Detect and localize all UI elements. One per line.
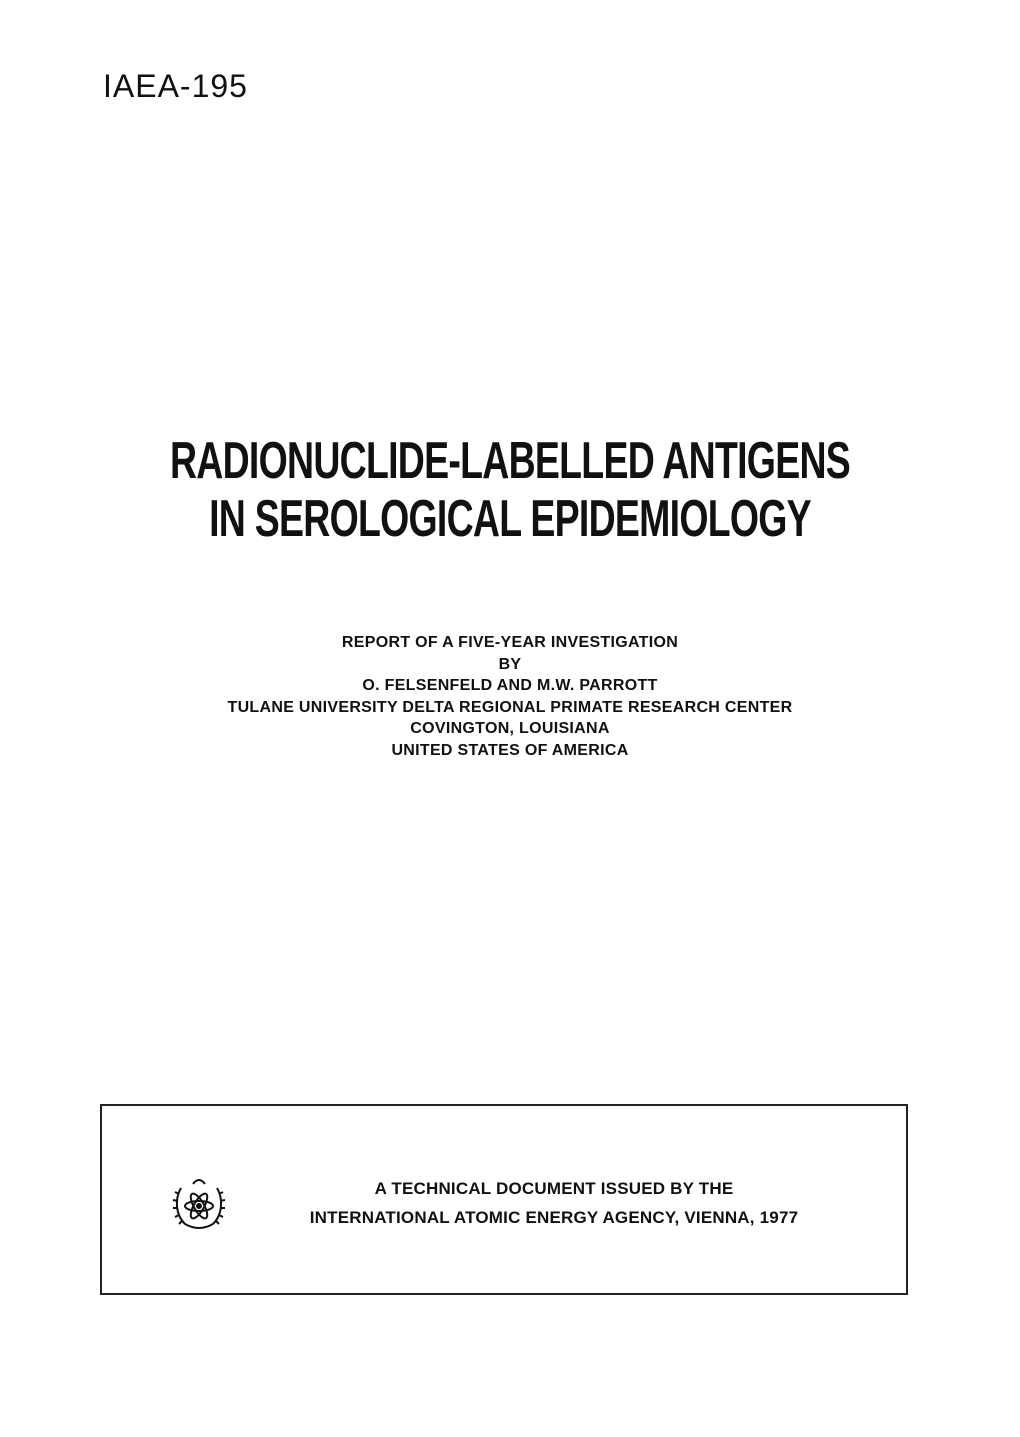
un-emblem-icon	[171, 1174, 227, 1234]
title-line-2: IN SEROLOGICAL EPIDEMIOLOGY	[209, 490, 811, 548]
subtitle-line-2: BY	[498, 655, 522, 673]
issuer-statement	[222, 1174, 886, 1232]
document-title	[0, 432, 1020, 548]
issuer-box	[100, 1104, 908, 1295]
issuer-line-1: A TECHNICAL DOCUMENT ISSUED BY THE	[374, 1179, 734, 1198]
subtitle-authors: O. FELSENFELD AND M.W. PARROTT	[362, 677, 658, 694]
issuer-line-2: INTERNATIONAL ATOMIC ENERGY AGENCY, VIENNA, 1977	[309, 1208, 799, 1227]
title-line-1: RADIONUCLIDE-LABELLED ANTIGENS	[169, 432, 851, 490]
report-subtitle	[0, 632, 1020, 761]
subtitle-city: COVINGTON, LOUISIANA	[410, 720, 610, 737]
subtitle-institution: TULANE UNIVERSITY DELTA REGIONAL PRIMATE RESEARCH CENTER	[227, 698, 793, 716]
subtitle-line-1: REPORT OF A FIVE-YEAR INVESTIGATION	[341, 634, 679, 651]
report-number: IAEA-195	[103, 68, 248, 104]
subtitle-country: UNITED STATES OF AMERICA	[391, 741, 629, 759]
